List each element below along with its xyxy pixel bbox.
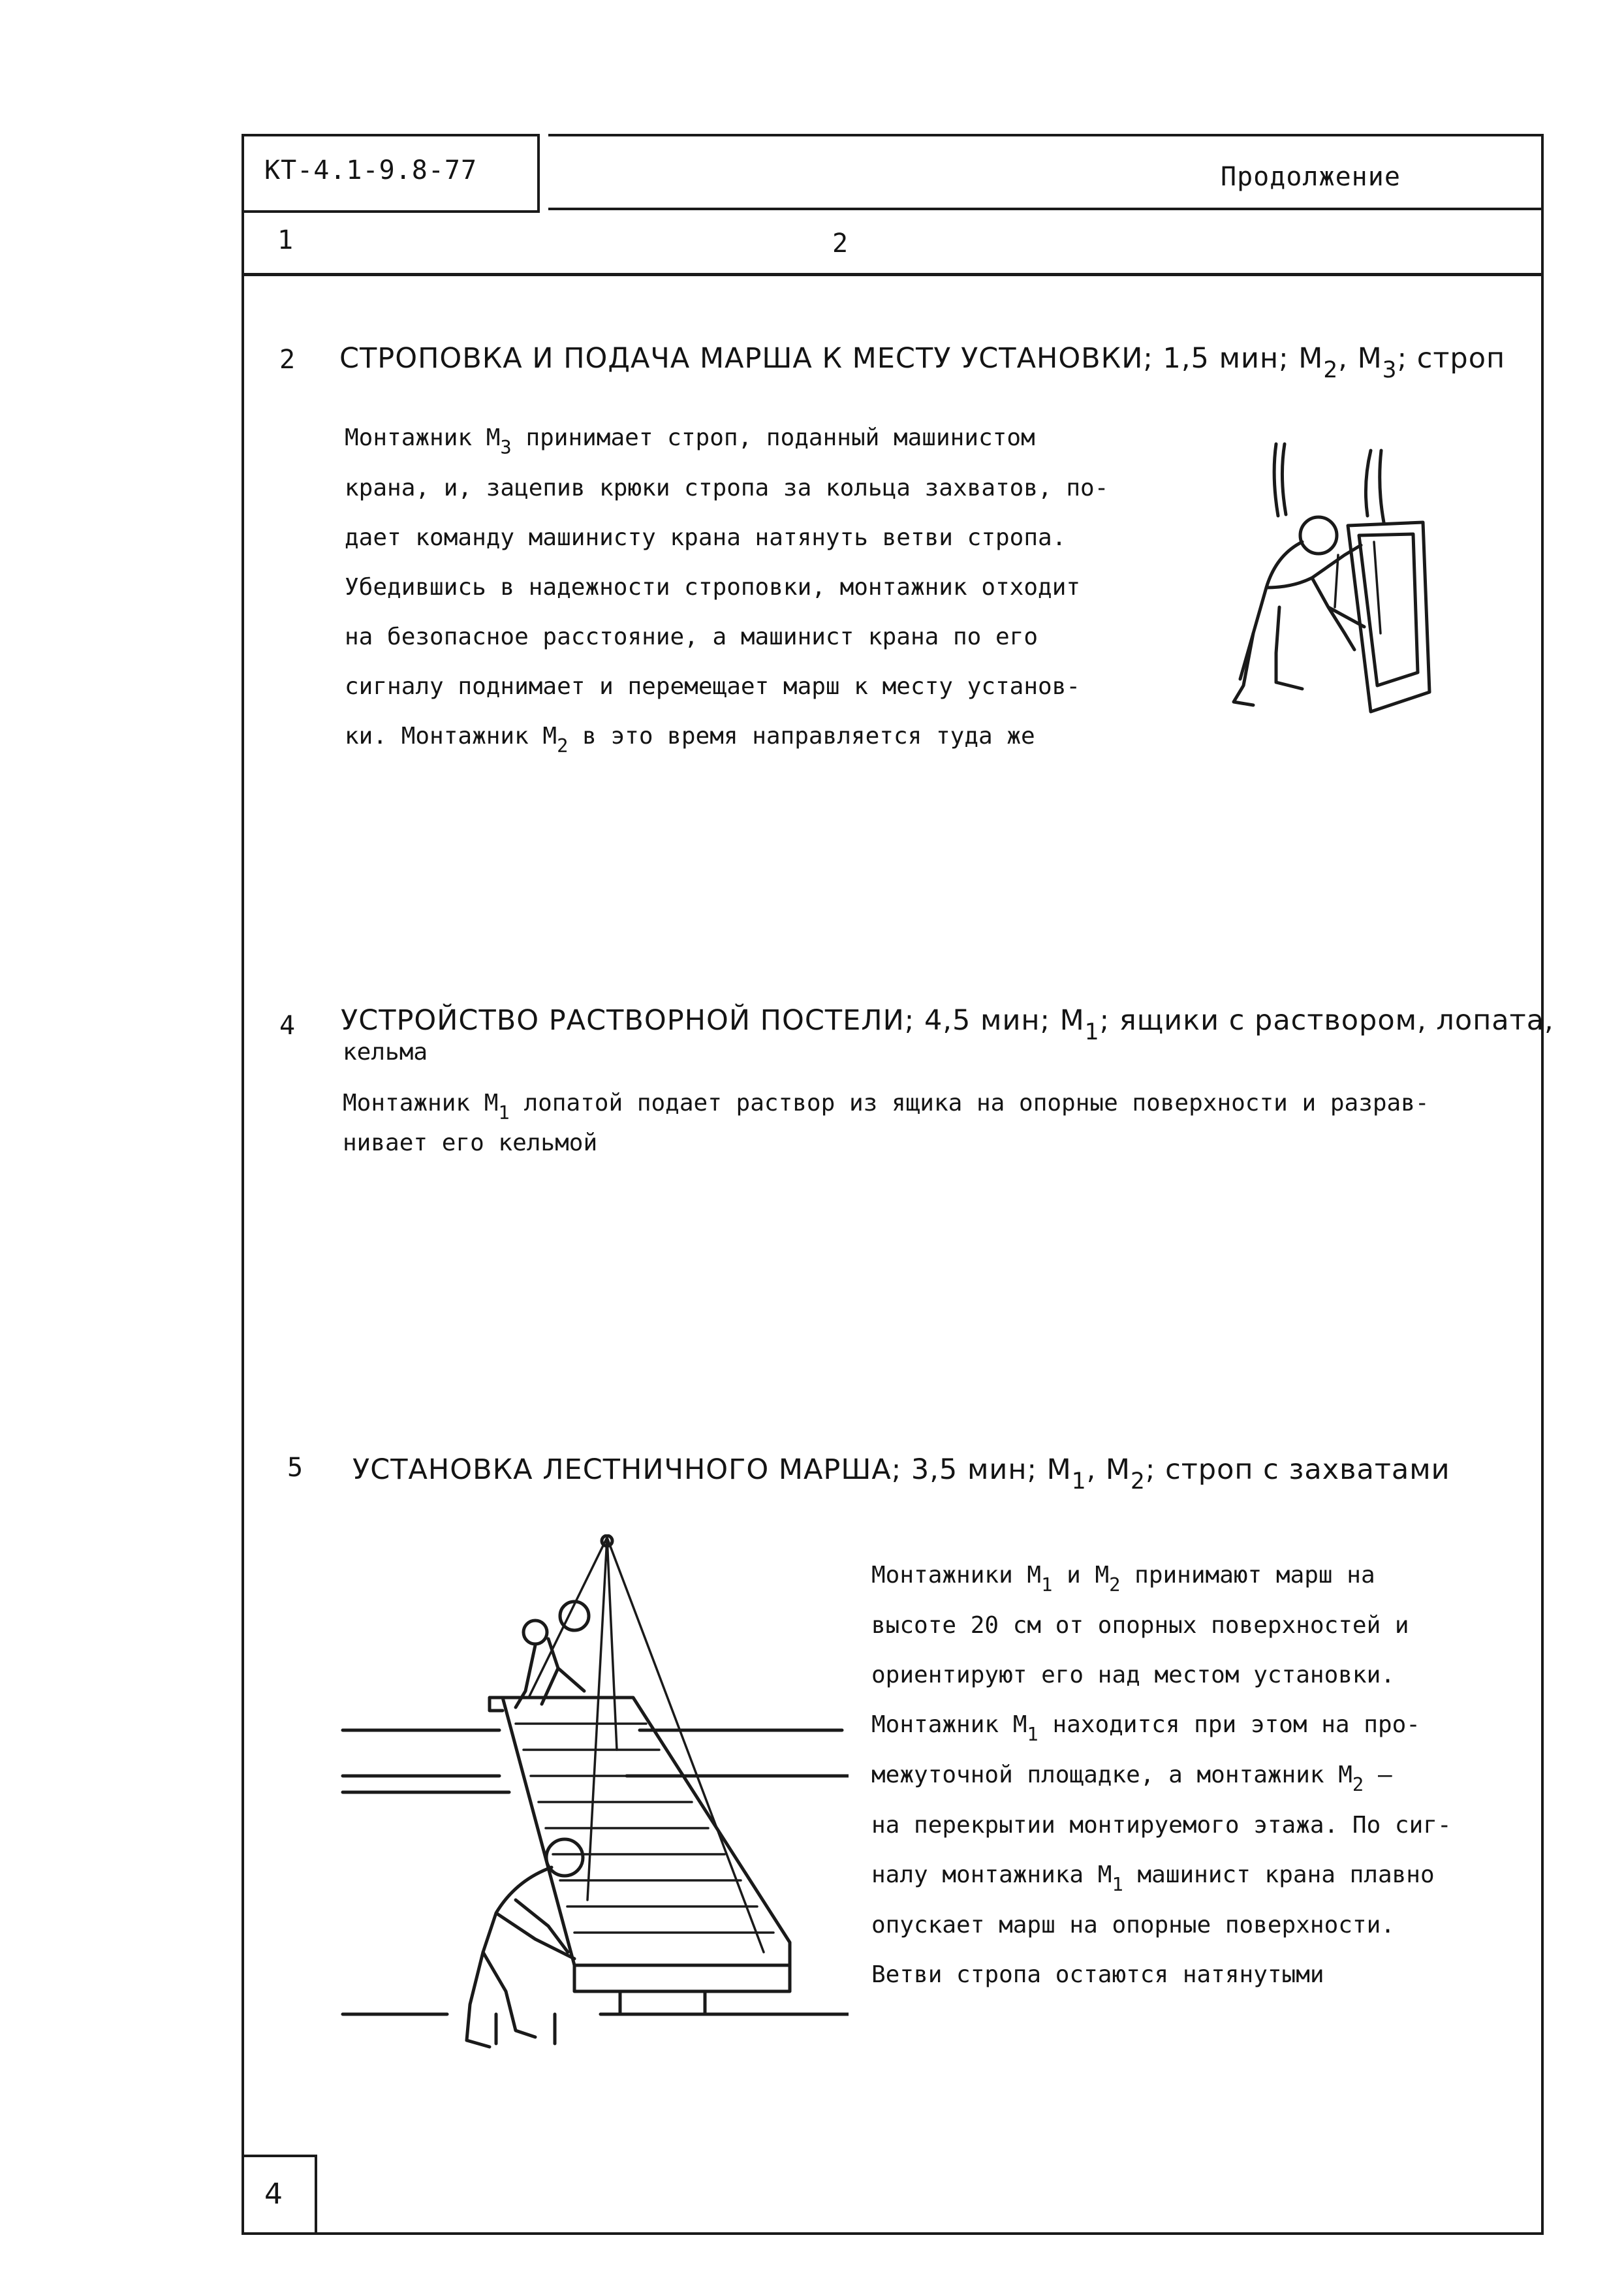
header-code-bottom-rule xyxy=(242,210,540,213)
description-line: крана, и, зацепив крюки стропа за кольца захватов, по- xyxy=(345,475,1109,501)
page-number: 4 xyxy=(264,2177,283,2211)
page-number-box-side xyxy=(315,2155,317,2235)
description-line: Монтажник $М_1$ лопатой подает раствор из ящика на опорные поверхности и разрав- xyxy=(343,1090,1429,1124)
description-line: Убедившись в надежности строповки, монтажник отходит xyxy=(345,574,1081,601)
description-line: на безопасное расстояние, а машинист крана по его xyxy=(345,624,1038,650)
description-line: нивает его кельмой xyxy=(343,1130,598,1156)
step-number: 2 xyxy=(279,345,296,375)
header-right-top-rule xyxy=(548,134,1544,136)
description-line: на перекрытии монтируемого этажа. По сиг- xyxy=(871,1812,1452,1839)
description-line: Монтажник $М_1$ находится при этом на про- xyxy=(871,1711,1420,1745)
description-line: Монтажник $М_3$ принимает строп, поданный машинистом xyxy=(345,424,1035,458)
header-code-divider xyxy=(537,134,540,212)
description-line: опускает марш на опорные поверхности. xyxy=(871,1912,1395,1938)
description-line: межуточной площадке, а монтажник $М_2$ – xyxy=(871,1762,1392,1795)
step-description xyxy=(345,413,1108,762)
header-top-rule xyxy=(242,134,539,136)
column-1-label: 1 xyxy=(277,225,294,255)
slinging-illustration xyxy=(1214,437,1449,725)
description-line: высоте 20 см от опорных поверхностей и xyxy=(871,1612,1409,1639)
description-line: ки. Монтажник $М_2$ в это время направляется туда же xyxy=(345,723,1035,757)
document-code: КТ-4.1-9.8-77 xyxy=(264,155,478,185)
description-line: дает команду машинисту крана натянуть ветви стропа. xyxy=(345,524,1067,551)
continuation-label: Продолжение xyxy=(1221,162,1401,192)
description-line: налу монтажника $М_1$ машинист крана плавно xyxy=(871,1861,1435,1895)
step-heading: УСТАНОВКА ЛЕСТНИЧНОГО МАРША; 3,5 мин; $М_1$, $М_2$; строп с захватами xyxy=(352,1453,1450,1495)
step-description xyxy=(871,1551,1452,2000)
description-line: Ветви стропа остаются натянутыми xyxy=(871,1961,1324,1988)
description-line: Монтажники $М_1$ и $М_2$ принимают марш на xyxy=(871,1562,1375,1596)
step-heading-continuation: кельма xyxy=(343,1039,428,1066)
step-heading: УСТРОЙСТВО РАСТВОРНОЙ ПОСТЕЛИ; 4,5 мин; $М_1$; ящики с раствором, лопата, xyxy=(341,1004,1554,1046)
column-header-rule xyxy=(242,273,1544,276)
step-number: 5 xyxy=(287,1453,304,1483)
step-heading: СТРОПОВКА И ПОДАЧА МАРША К МЕСТУ УСТАНОВКИ; 1,5 мин; $М_2$, $М_3$; строп xyxy=(339,342,1506,384)
description-line: сигналу поднимает и перемещает марш к месту установ- xyxy=(345,673,1081,700)
step-description xyxy=(343,1084,1429,1163)
page-number-box-top xyxy=(242,2155,317,2157)
description-line: ориентируют его над местом установки. xyxy=(871,1662,1395,1688)
stair-installation-illustration xyxy=(339,1534,849,2070)
step-number: 4 xyxy=(279,1011,296,1041)
header-right-rule xyxy=(548,208,1544,210)
column-2-label: 2 xyxy=(832,229,849,259)
